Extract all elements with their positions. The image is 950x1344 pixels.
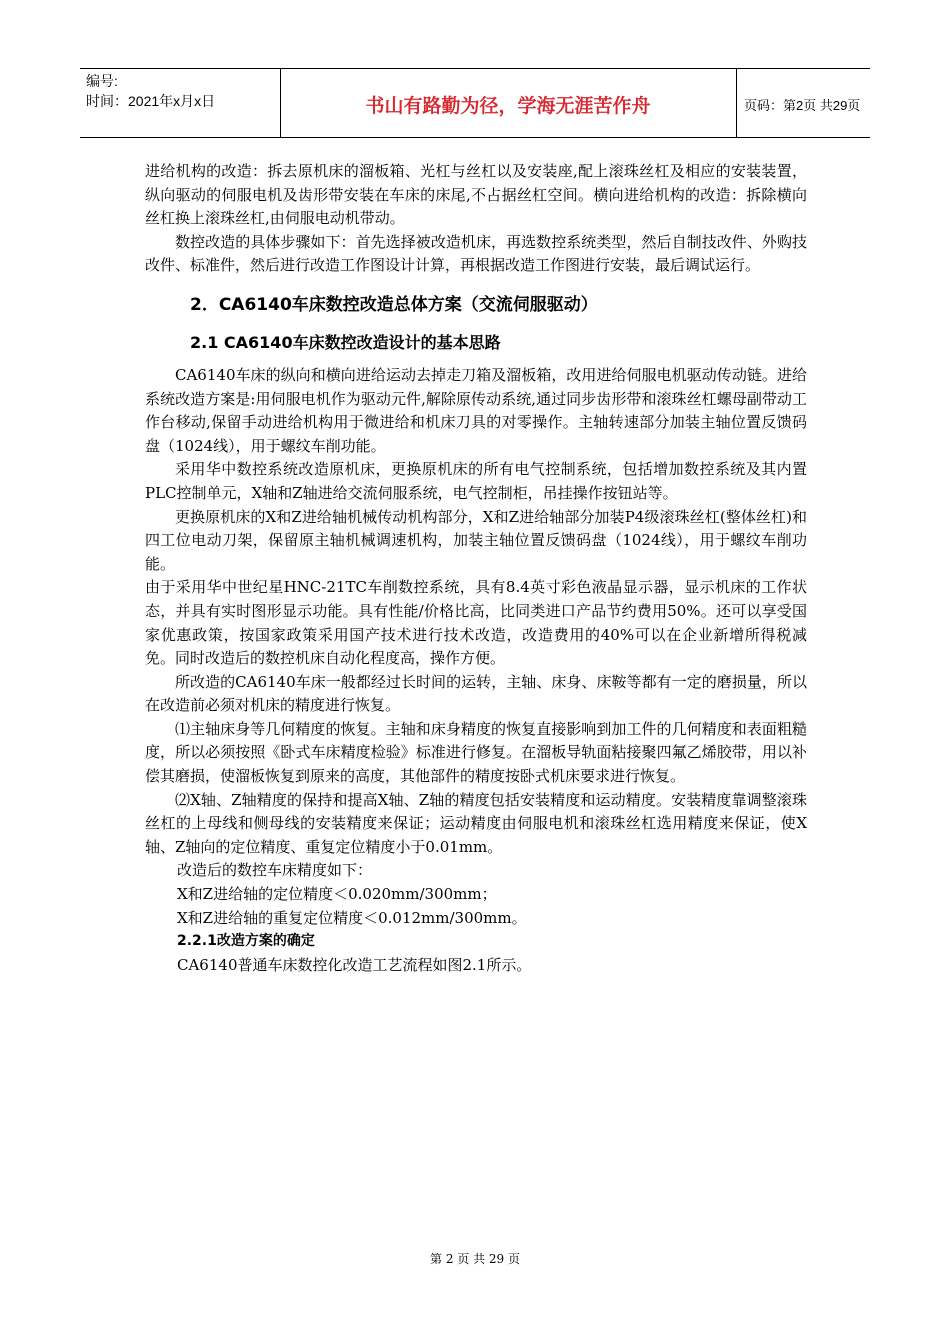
number-label: 编号: bbox=[86, 73, 118, 89]
header-motto-cell bbox=[280, 69, 737, 137]
paragraph: CA6140普通车床数控化改造工艺流程如图2.1所示。 bbox=[177, 955, 532, 974]
page-footer: 第 2 页 共 29 页 bbox=[430, 1252, 520, 1266]
motto: 书山有路勤为径，学海无涯苦作舟 bbox=[365, 95, 651, 117]
section-heading: 2．CA6140车床数控改造总体方案（交流伺服驱动） bbox=[190, 294, 598, 315]
header-page-cell bbox=[736, 69, 870, 137]
page-info: 页码：第2页 共29页 bbox=[744, 98, 861, 113]
paragraph: X和Z进给轴的重复定位精度＜0.012mm/300mm。 bbox=[177, 908, 527, 927]
paragraph: 数控改造的具体步骤如下：首先选择被改造机床，再选数控系统类型，然后自制技改件、外购技改件、标准件，然后进行改造工作图设计计算，再根据改造工作图进行安装，最后调试运行。 bbox=[145, 232, 807, 275]
document-body bbox=[145, 160, 807, 977]
subsubsection-heading: 2.2.1改造方案的确定 bbox=[177, 933, 315, 950]
paragraph: 由于采用华中世纪星HNC-21TC车削数控系统，具有8.4英寸彩色液晶显示器，显示机床的工作状态，并具有实时图形显示功能。具有性能/价格比高，比同类进口产品节约费用50%。还可以享受国家优惠政策，按国家政策采用国产技术进行技术改造，改造费用的40%可以在企业新增所得税减免。同时改造后的数控机床自动化程度高，操作方便。 bbox=[145, 578, 807, 668]
paragraph: ⑵X轴、Z轴精度的保持和提高X轴、Z轴的精度包括安装精度和运动精度。安装精度靠调整滚珠丝杠的上母线和侧母线的安装精度来保证；运动精度由伺服电机和滚珠丝杠选用精度来保证，使X轴、Z轴向的定位精度、重复定位精度小于0.01mm。 bbox=[145, 790, 807, 856]
paragraph: ⑴主轴床身等几何精度的恢复。主轴和床身精度的恢复直接影响到加工件的几何精度和表面粗糙度，所以必须按照《卧式车床精度检验》标准进行修复。在溜板导轨面粘接聚四氟乙烯胶带，用以补偿其磨损，使溜板恢复到原来的高度，其他部件的精度按卧式机床要求进行恢复。 bbox=[145, 719, 807, 786]
paragraph: 更换原机床的X和Z进给轴机械传动机构部分，X和Z进给轴部分加装P4级滚珠丝杠(整体丝杠)和四工位电动刀架，保留原主轴机械调速机构，加装主轴位置反馈码盘（1024线），用于螺纹车削功能。 bbox=[145, 507, 807, 573]
paragraph: 进给机构的改造：拆去原机床的溜板箱、光杠与丝杠以及安装座,配上滚珠丝杠及相应的安装装置，纵向驱动的伺服电机及齿形带安装在车床的床尾,不占据丝杠空间。横向进给机构的改造：拆除横向丝杠换上滚珠丝杠,由伺服电动机带动。 bbox=[145, 162, 807, 228]
time-label: 时间：2021年x月x日 bbox=[86, 93, 216, 109]
page-header bbox=[80, 68, 870, 138]
header-left-cell bbox=[80, 69, 281, 137]
paragraph: CA6140车床的纵向和横向进给运动去掉走刀箱及溜板箱，改用进给伺服电机驱动传动链。进给系统改造方案是:用伺服电机作为驱动元件,解除原传动系统,通过同步齿形带和滚珠丝杠螺母副带动工作台移动,保留手动进给机构用于微进给和机床刀具的对零操作。主轴转速部分加装主轴位置反馈码盘（1024线），用于螺纹车削功能。 bbox=[145, 365, 807, 455]
paragraph: 采用华中数控系统改造原机床，更换原机床的所有电气控制系统，包括增加数控系统及其内置PLC控制单元，X轴和Z轴进给交流伺服系统，电气控制柜，吊挂操作按钮站等。 bbox=[145, 460, 807, 502]
subsection-heading: 2.1 CA6140车床数控改造设计的基本思路 bbox=[190, 332, 501, 352]
paragraph: X和Z进给轴的定位精度＜0.020mm/300mm； bbox=[177, 885, 497, 904]
paragraph: 所改造的CA6140车床一般都经过长时间的运转，主轴、床身、床鞍等都有一定的磨损量，所以在改造前必须对机床的精度进行恢复。 bbox=[145, 672, 807, 715]
paragraph: 改造后的数控车床精度如下： bbox=[177, 861, 373, 880]
